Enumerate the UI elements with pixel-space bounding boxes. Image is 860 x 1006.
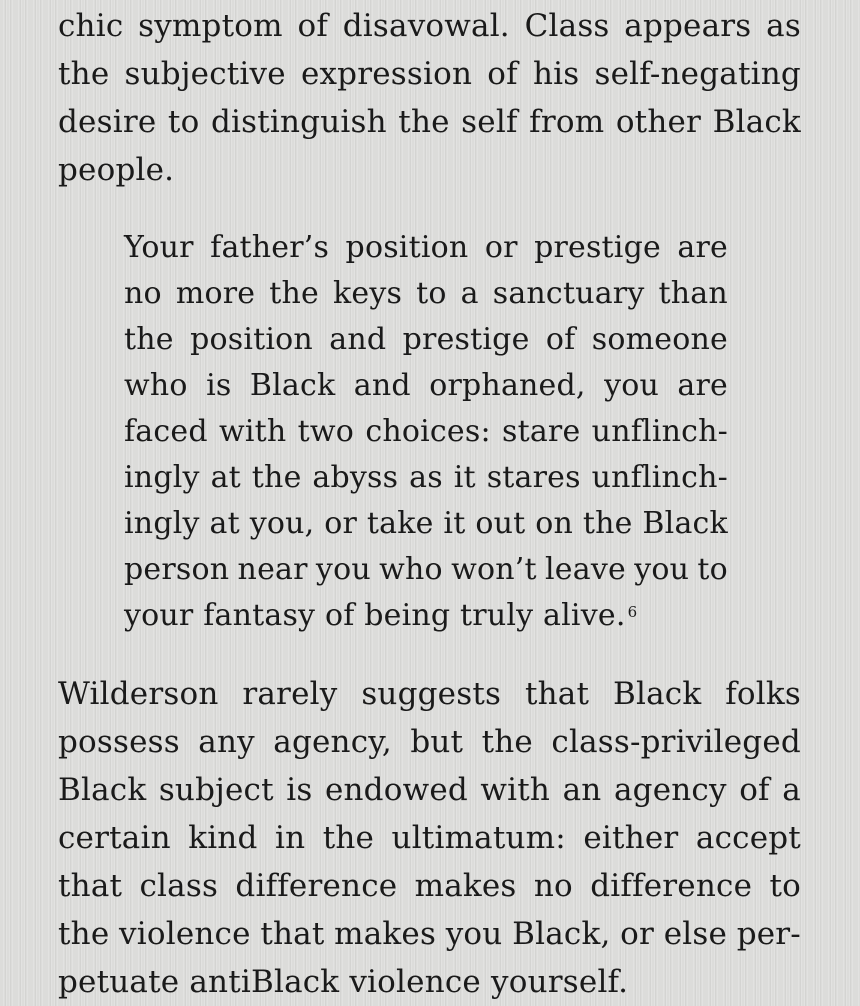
word: you,: [249, 506, 315, 541]
word: with: [480, 772, 551, 808]
word: of: [739, 772, 770, 808]
word: prestige: [534, 230, 661, 265]
word: are: [677, 230, 728, 265]
word: as: [766, 8, 801, 44]
body-text-line: [58, 910, 801, 958]
word: agency: [613, 772, 727, 808]
block-quote-line: [124, 316, 728, 364]
word: and: [353, 368, 411, 403]
body-text-line: [58, 50, 801, 98]
word: or: [484, 230, 518, 265]
word: sanctuary: [492, 276, 645, 311]
word: per-: [736, 916, 801, 952]
word: with: [218, 414, 287, 449]
word: ingly: [124, 506, 200, 541]
word: to: [416, 276, 447, 311]
word: as: [409, 460, 443, 495]
word: accept: [695, 820, 801, 856]
word: stares: [486, 460, 581, 495]
word: the: [481, 724, 533, 760]
word: the: [269, 276, 319, 311]
word: prestige: [402, 322, 530, 357]
word: of: [487, 56, 518, 92]
block-quote-line: [124, 224, 728, 272]
word: no: [533, 868, 573, 904]
word: who: [124, 368, 188, 403]
word: kind: [188, 820, 258, 856]
word: the: [124, 322, 174, 357]
word: expression: [300, 56, 473, 92]
block-quote-line: [124, 546, 728, 594]
word: two: [297, 414, 355, 449]
word: you: [315, 552, 371, 587]
word: faced: [124, 414, 208, 449]
word: out: [475, 506, 526, 541]
word: difference: [590, 868, 753, 904]
word: Black: [613, 676, 702, 712]
word: is: [286, 772, 313, 808]
word: desire: [58, 104, 157, 140]
word: appears: [624, 8, 752, 44]
word: won’t: [451, 552, 537, 587]
word: at: [210, 460, 241, 495]
word: of: [297, 8, 329, 44]
word: choices:: [365, 414, 491, 449]
word: at: [209, 506, 240, 541]
block-quote-last-text: your fantasy of being truly alive.: [124, 598, 626, 633]
word: class: [139, 868, 219, 904]
word: and: [329, 322, 387, 357]
body-text-line: [58, 766, 801, 814]
word: in: [274, 820, 306, 856]
word: the: [58, 56, 110, 92]
block-quote-line: [124, 362, 728, 410]
word: are: [677, 368, 728, 403]
word: ingly: [124, 460, 200, 495]
body-text-line: [58, 670, 801, 718]
word: the: [582, 506, 633, 541]
word: of: [545, 322, 576, 357]
word: Your: [124, 230, 194, 265]
word: near: [237, 552, 308, 587]
word: the: [398, 104, 450, 140]
word: it: [453, 460, 476, 495]
word: Black: [249, 368, 336, 403]
word: an: [562, 772, 602, 808]
word: take: [366, 506, 434, 541]
word: more: [175, 276, 256, 311]
word: disavowal.: [342, 8, 510, 44]
word: to: [167, 104, 200, 140]
word: Wilderson: [58, 676, 219, 712]
body-text-line: [58, 2, 801, 50]
word: makes: [334, 916, 437, 952]
word: than: [658, 276, 728, 311]
word: to: [697, 552, 728, 587]
word: Black: [712, 104, 801, 140]
word: distinguish: [210, 104, 387, 140]
word: other: [615, 104, 702, 140]
word: leave: [544, 552, 626, 587]
word: abyss: [312, 460, 399, 495]
word: from: [529, 104, 605, 140]
word: or: [620, 916, 655, 952]
word: the: [251, 460, 302, 495]
word: either: [583, 820, 679, 856]
word: unflinch-: [591, 460, 728, 495]
word: orphaned,: [429, 368, 586, 403]
word: no: [124, 276, 162, 311]
word: violence: [119, 916, 251, 952]
word: endowed: [324, 772, 468, 808]
word: ultimatum:: [391, 820, 566, 856]
word: folks: [725, 676, 801, 712]
word: his: [532, 56, 580, 92]
word: class-privileged: [551, 724, 801, 760]
word: agency,: [273, 724, 392, 760]
word: symptom: [138, 8, 283, 44]
word: subject: [158, 772, 274, 808]
block-quote-line: [124, 408, 728, 456]
word: to: [769, 868, 801, 904]
word: self-negating: [594, 56, 801, 92]
word: Class: [524, 8, 610, 44]
block-quote-line: [124, 500, 728, 548]
word: position: [190, 322, 313, 357]
word: or: [324, 506, 358, 541]
word: Black,: [512, 916, 611, 952]
body-text-line: [58, 862, 801, 910]
block-quote-line: [124, 454, 728, 502]
word: unflinch-: [591, 414, 728, 449]
word: on: [535, 506, 573, 541]
word: suggests: [361, 676, 502, 712]
footnote-marker: 6: [627, 603, 638, 621]
word: a: [782, 772, 801, 808]
word: is: [206, 368, 232, 403]
word: you: [445, 916, 503, 952]
block-quote-line: [124, 592, 728, 640]
word: you: [604, 368, 659, 403]
block-quote-line: [124, 270, 728, 318]
word: any: [198, 724, 255, 760]
word: you: [634, 552, 690, 587]
word: subjective: [124, 56, 286, 92]
word: the: [58, 916, 110, 952]
word: that: [524, 676, 590, 712]
word: someone: [591, 322, 728, 357]
body-text-line: [58, 814, 801, 862]
word: person: [124, 552, 230, 587]
word: stare: [502, 414, 581, 449]
body-text-line: [58, 718, 801, 766]
word: it: [443, 506, 466, 541]
word: but: [410, 724, 464, 760]
word: father’s: [210, 230, 330, 265]
word: Black: [642, 506, 728, 541]
word: the: [322, 820, 375, 856]
word: self: [461, 104, 518, 140]
word: that: [58, 868, 123, 904]
word: certain: [58, 820, 171, 856]
word: position: [345, 230, 469, 265]
word: Black: [58, 772, 147, 808]
word: who: [379, 552, 443, 587]
body-text-line: people.: [58, 152, 175, 188]
word: makes: [414, 868, 517, 904]
word: that: [260, 916, 325, 952]
body-text-line: petuate antiBlack violence yourself.: [58, 964, 629, 1000]
word: a: [460, 276, 479, 311]
word: possess: [58, 724, 180, 760]
word: chic: [58, 8, 124, 44]
word: keys: [332, 276, 403, 311]
body-text-line: [58, 98, 801, 146]
word: else: [663, 916, 728, 952]
word: rarely: [242, 676, 338, 712]
word: difference: [235, 868, 398, 904]
